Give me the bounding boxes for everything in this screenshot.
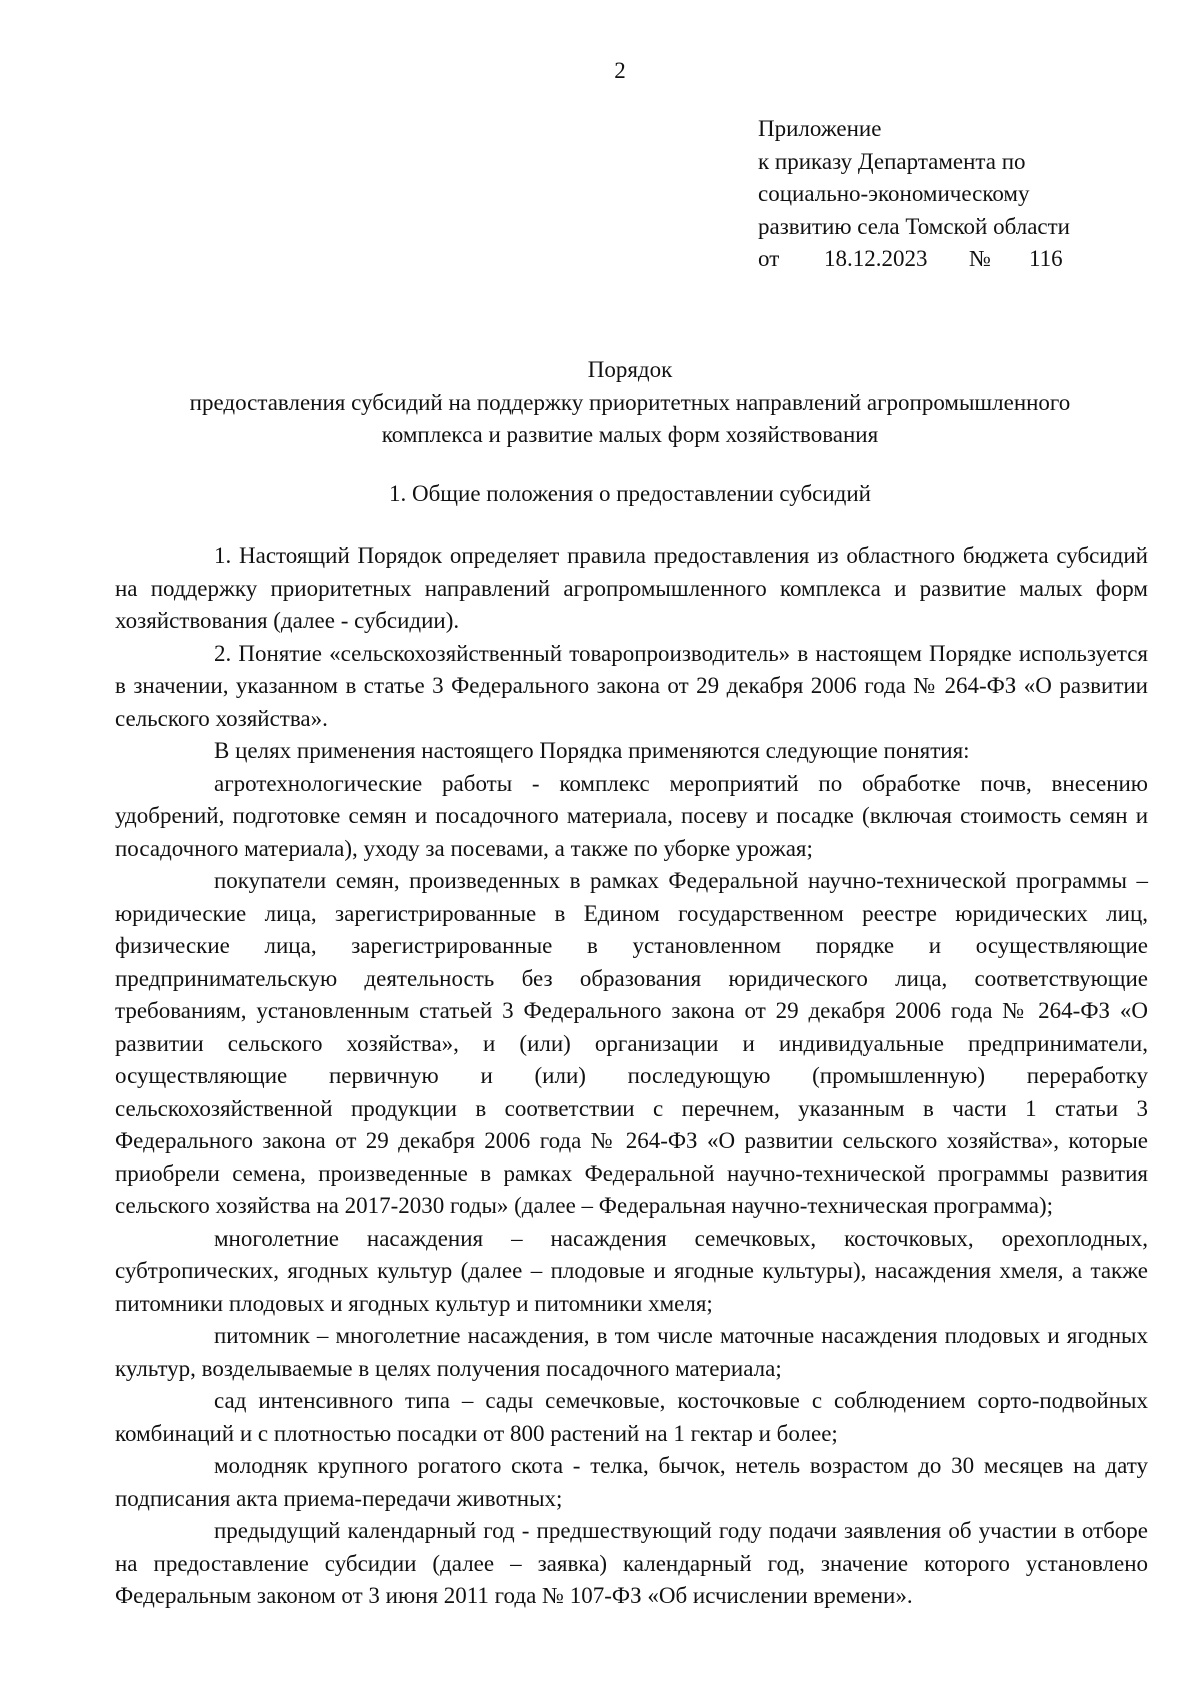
paragraph: молодняк крупного рогатого скота - телка, бычок, нетель возрастом до 30 месяцев на дату подписания акта приема-передачи животных; (115, 1453, 1148, 1511)
appendix-block (758, 113, 1158, 276)
paragraph: 2. Понятие «сельскохозяйственный товаропроизводитель» в настоящем Порядке используется в значении, указанном в статье 3 Федерального закона от 29 декабря 2006 года № 264-ФЗ «О развитии сельского хозяйства». (115, 640, 1148, 731)
paragraph: В целях применения настоящего Порядка применяются следующие понятия: (214, 738, 970, 763)
paragraph: сад интенсивного типа – сады семечковые, косточковые с соблюдением сорто-подвойных комбинаций и с плотностью посадки от 800 растений на 1 гектар и более; (115, 1388, 1148, 1446)
appendix-line: развитию села Томской области (758, 213, 1070, 239)
order-number-sign: № (969, 246, 991, 271)
order-prefix: от (758, 246, 780, 271)
paragraph: 1. Настоящий Порядок определяет правила предоставления из областного бюджета субсидий на поддержку приоритетных направлений агропромышленного комплекса и развитие малых форм хозяйствования (далее - субсидии). (115, 543, 1148, 633)
page-number: 2 (614, 58, 626, 83)
appendix-line: Приложение (758, 116, 882, 141)
paragraph: многолетние насаждения – насаждения семечковых, косточковых, орехоплодных, субтропических, ягодных культур (далее – плодовые и ягодные культуры), насаждения хмеля, а также питомники плодовых и ягодных культур и питомники хмеля; (115, 1225, 1148, 1316)
appendix-line: социально-экономическому (758, 181, 1030, 206)
paragraph: покупатели семян, произведенных в рамках Федеральной научно-технической программы – юридические лица, зарегистрированные в Едином государственном реестре юридических лиц, физические лица, зарегистрированные в установленном порядке и осуществляющие предпринимательскую деятельность без образования юридического лица, соответствующие требованиям, установленным статьей 3 Федерального закона от 29 декабря 2006 года № 264-ФЗ «О развитии сельского хозяйства», и (или) организации и индивидуальные предприниматели, осуществляющие первичную и (или) последующую (промышленную) переработку сельскохозяйственной продукции в соответствии с перечнем, указанным в части 1 статьи 3 Федерального закона от 29 декабря 2006 года № 264-ФЗ «О развитии сельского хозяйства», которые приобрели семена, произведенные в рамках Федеральной научно-технической программы развития сельского хозяйства на 2017-2030 годы» (далее – Федеральная научно-техническая программа); (115, 868, 1148, 1218)
paragraph: питомник – многолетние насаждения, в том числе маточные насаждения плодовых и ягодных культур, возделываемые в целях получения посадочного материала; (115, 1323, 1148, 1381)
document-title (110, 354, 1150, 452)
section-heading: 1. Общие положения о предоставлении субсидий (389, 481, 871, 506)
order-reference (758, 243, 1158, 276)
paragraph: агротехнологические работы - комплекс мероприятий по обработке почв, внесению удобрений, подготовке семян и посадочного материала, посеву и посадке (включая стоимость семян и посадочного материала), уходу за посевами, а также по уборке урожая; (115, 770, 1148, 861)
document-body (115, 540, 1148, 1613)
appendix-line: к приказу Департамента по (758, 148, 1026, 174)
order-date: 18.12.2023 (824, 246, 928, 271)
order-number: 116 (1029, 246, 1063, 271)
title-line: комплекса и развитие малых форм хозяйствования (381, 422, 879, 447)
paragraph: предыдущий календарный год - предшествующий году подачи заявления об участии в отборе на предоставление субсидии (далее – заявка) календарный год, значение которого установлено Федеральным законом от 3 июня 2011 года № 107-ФЗ «Об исчислении времени». (115, 1518, 1148, 1608)
title-line: Порядок (587, 357, 673, 382)
title-line: предоставления субсидий на поддержку приоритетных направлений агропромышленного (189, 389, 1071, 415)
